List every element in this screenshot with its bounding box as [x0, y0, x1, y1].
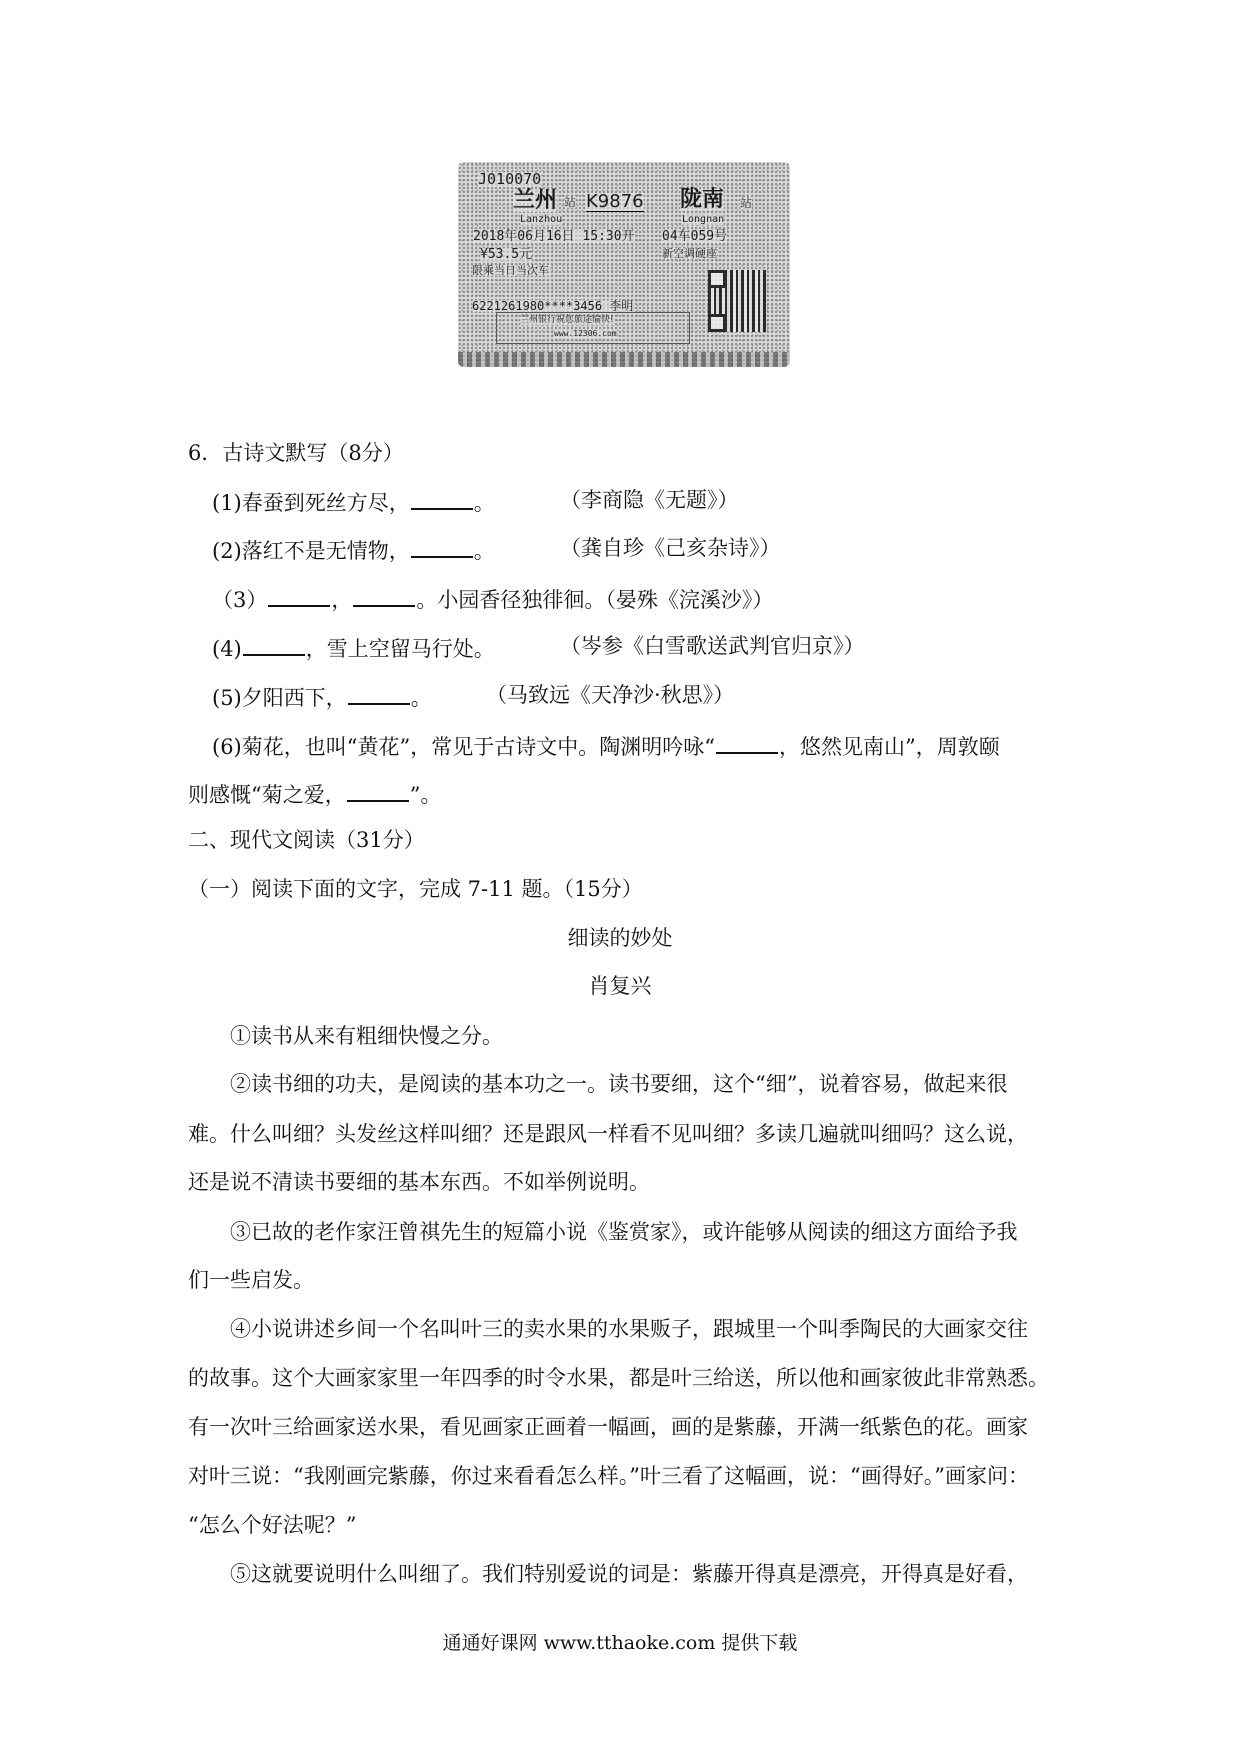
article-line: ⑤这就要说明什么叫细了。我们特别爱说的词是：紫藤开得真是漂亮，开得真是好看，	[230, 1562, 1028, 1586]
answer-blank[interactable]	[353, 587, 415, 607]
q6-item-4-cite: （岑参《白雪歌送武判官归京》）	[560, 634, 865, 658]
q6-item-3-num: （3）	[212, 588, 268, 612]
article-line: “怎么个好法呢？”	[188, 1513, 357, 1537]
article-title: 细读的妙处	[567, 926, 673, 950]
ticket-validity: 限乘当日当次车	[472, 264, 549, 277]
answer-blank[interactable]	[716, 734, 778, 754]
ticket-price: ¥53.5元	[480, 247, 533, 262]
q6-item-2-text: 落红不是无情物，	[241, 539, 410, 563]
q6-item-1-end: 。	[473, 491, 495, 515]
q6-item-5	[212, 685, 432, 709]
q6-item-6-text-b: ，悠然见南山”，周敦颐	[778, 735, 1000, 759]
q6-item-3-text: 。小园香径独徘徊。（晏殊《浣溪沙》）	[416, 588, 774, 612]
q6-item-6-text-d: ”。	[409, 783, 442, 807]
article-line: ③已故的老作家汪曾祺先生的短篇小说《鉴赏家》，或许能够从阅读的细这方面给予我	[230, 1220, 1018, 1244]
q6-item-1-num: (1)	[212, 491, 242, 515]
answer-blank[interactable]	[411, 538, 473, 558]
ticket-from-station: 兰州	[513, 188, 558, 213]
answer-blank[interactable]	[411, 490, 473, 510]
answer-blank[interactable]	[243, 636, 305, 656]
article-line: 的故事。这个大画家家里一年四季的时令水果，都是叶三给送，所以他和画家彼此非常熟悉。	[188, 1366, 1049, 1390]
ticket-passenger-id: 6221261980****3456 李明	[472, 299, 634, 313]
article-line: 难。什么叫细？头发丝这样叫细？还是跟风一样看不见叫细？多读几遍就叫细吗？这么说，	[188, 1122, 1028, 1146]
answer-blank[interactable]	[268, 587, 330, 607]
q6-item-1-cite: （李商隐《无题》）	[560, 488, 739, 512]
ticket-to-station: 陇南	[680, 187, 725, 212]
q6-item-5-end: 。	[410, 686, 432, 710]
ticket-to-suffix: 站	[740, 196, 753, 210]
ticket-to-pinyin: Longnan	[682, 214, 725, 225]
answer-blank[interactable]	[347, 782, 409, 802]
q6-item-4-text: ，雪上空留马行处。	[305, 637, 495, 661]
ticket-seat-class: 新空调硬座	[662, 247, 717, 260]
ticket-seat: 04车059号	[662, 229, 728, 244]
article-line: 对叶三说：“我刚画完紫藤，你过来看看怎么样。”叶三看了这幅画，说：“画得好。”画家问：	[188, 1464, 1029, 1488]
ticket-bank-text: 兰州银行祝您旅途愉快!	[520, 315, 614, 325]
q6-item-2	[212, 538, 495, 562]
qr-code-icon	[708, 270, 766, 332]
section-2-subtitle: （一）阅读下面的文字，完成 7-11 题。（15分）	[188, 877, 643, 901]
section-2-title: 二、现代文阅读（31分）	[188, 828, 425, 852]
q6-title: 6．古诗文默写（8分）	[188, 441, 404, 465]
article-line: 还是说不清读书要细的基本东西。不如举例说明。	[188, 1170, 650, 1194]
ticket-datetime: 2018年06月16日 15:30开	[473, 229, 635, 244]
q6-item-6-text-a: (6)菊花，也叫“黄花”，常见于古诗文中。陶渊明吟咏“	[212, 735, 715, 759]
q6-item-5-num: (5)	[212, 686, 242, 710]
q6-item-6-text-c: 则感慨“菊之爱，	[188, 783, 346, 807]
ticket-url: www.12306.com	[554, 329, 617, 338]
ticket-from-suffix: 站	[564, 195, 577, 209]
q6-item-5-cite: （马致远《天净沙·秋思》）	[486, 683, 735, 707]
q6-item-1	[212, 490, 495, 514]
q6-item-5-text: 夕阳西下，	[241, 686, 347, 710]
ticket-bottom-band	[458, 352, 790, 367]
q6-item-4-num: (4)	[212, 637, 242, 661]
ticket-from-pinyin: Lanzhou	[520, 214, 563, 225]
article-line: ①读书从来有粗细快慢之分。	[230, 1024, 503, 1048]
article-author: 肖复兴	[588, 974, 652, 998]
q6-item-1-text: 春蚕到死丝方尽，	[241, 491, 410, 515]
article-line: 们一些启发。	[188, 1268, 314, 1292]
q6-item-2-cite: （龚自珍《己亥杂诗》）	[560, 536, 781, 560]
train-ticket-image	[458, 162, 790, 367]
ticket-train-number: K9876	[586, 191, 644, 212]
answer-blank[interactable]	[348, 685, 410, 705]
q6-item-3	[212, 587, 773, 611]
q6-item-2-num: (2)	[212, 539, 242, 563]
article-line: 有一次叶三给画家送水果，看见画家正画着一幅画，画的是紫藤，开满一纸紫色的花。画家	[188, 1415, 1028, 1439]
article-line: ④小说讲述乡间一个名叫叶三的卖水果的水果贩子，跟城里一个叫季陶民的大画家交往	[230, 1317, 1028, 1341]
article-line: ②读书细的功夫，是阅读的基本功之一。读书要细，这个“细”，说着容易，做起来很	[230, 1072, 1008, 1096]
page-footer: 通通好课网 www.tthaoke.com 提供下载	[442, 1632, 798, 1654]
q6-item-3-comma: ，	[331, 588, 353, 612]
q6-item-6-line2	[188, 782, 442, 806]
q6-item-2-end: 。	[473, 539, 495, 563]
q6-item-4	[212, 636, 495, 660]
ticket-serial: J010070	[478, 170, 542, 188]
q6-item-6-line1	[212, 734, 1000, 758]
